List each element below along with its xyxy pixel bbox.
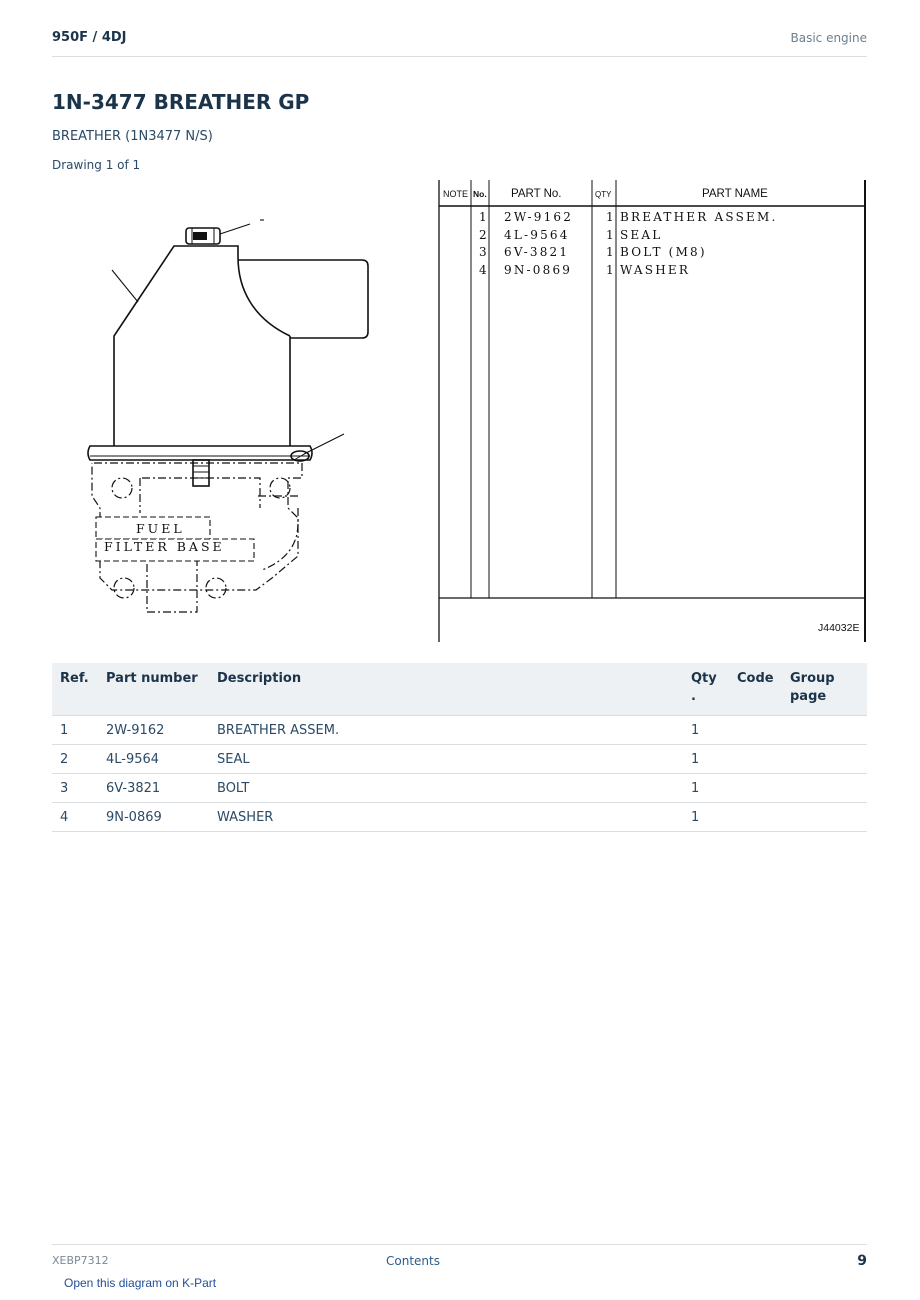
cell-group-page [782, 745, 867, 774]
page-subtitle: BREATHER (1N3477 N/S) [52, 129, 213, 144]
parts-table-header [52, 663, 867, 716]
cell-description: SEAL [209, 745, 683, 774]
cell-description: WASHER [209, 803, 683, 832]
page-number: 9 [857, 1253, 867, 1269]
drawing-row-part-no: 4L-9564 [504, 228, 570, 242]
drawing-row-no: 4 [479, 263, 489, 277]
drawing-row-part-no: 6V-3821 [504, 245, 570, 259]
page-header [52, 28, 867, 57]
model-label: 950F / 4DJ [52, 30, 127, 45]
drawing-table-row [479, 263, 690, 277]
cell-qty: 1 [683, 774, 729, 803]
cell-ref: 4 [52, 803, 98, 832]
table-row [52, 745, 867, 774]
drawing-table-row [479, 245, 707, 259]
cell-ref: 2 [52, 745, 98, 774]
parts-illustration [52, 178, 870, 644]
cell-qty: 1 [683, 803, 729, 832]
drawing-row-name: SEAL [620, 228, 663, 242]
col-header-group-page: Group page [782, 663, 867, 716]
col-header-code: Code [729, 663, 782, 716]
cell-group-page [782, 716, 867, 745]
cell-description: BREATHER ASSEM. [209, 716, 683, 745]
fuel-label: FUEL [136, 521, 185, 536]
drawing-header-part-no: PART No. [511, 188, 562, 200]
drawing-header-part-name: PART NAME [702, 188, 768, 200]
cell-qty: 1 [683, 716, 729, 745]
cell-ref: 1 [52, 716, 98, 745]
drawing-row-name: BOLT (M8) [620, 245, 707, 259]
parts-table [52, 663, 867, 832]
table-row [52, 716, 867, 745]
cell-group-page [782, 803, 867, 832]
illustration-code: J44032E [818, 622, 860, 634]
open-kpart-link[interactable]: Open this diagram on K-Part [64, 1276, 217, 1290]
breather-drawing [88, 228, 368, 486]
drawing-row-qty: 1 [606, 228, 616, 242]
cell-qty: 1 [683, 745, 729, 774]
table-row [52, 803, 867, 832]
drawing-row-no: 2 [479, 228, 489, 242]
drawing-header-qty: QTY [595, 190, 612, 199]
cell-description: BOLT [209, 774, 683, 803]
drawing-row-qty: 1 [606, 263, 616, 277]
col-header-description: Description [209, 663, 683, 716]
cell-part-number: 9N-0869 [98, 803, 209, 832]
cell-ref: 3 [52, 774, 98, 803]
page-footer [52, 1244, 867, 1275]
drawing-row-name: WASHER [620, 263, 691, 277]
drawing-row-part-no: 2W-9162 [504, 210, 574, 224]
filter-base-label: FILTER BASE [104, 539, 225, 554]
cell-code [729, 745, 782, 774]
cell-group-page [782, 774, 867, 803]
leader-lines [112, 220, 344, 454]
drawing-table-row [479, 228, 662, 242]
table-row [52, 774, 867, 803]
cell-part-number: 6V-3821 [98, 774, 209, 803]
drawing-header-no: No. [473, 189, 487, 199]
document-id: XEBP7312 [52, 1254, 109, 1267]
cell-code [729, 716, 782, 745]
cell-part-number: 4L-9564 [98, 745, 209, 774]
cell-code [729, 774, 782, 803]
drawing-row-no: 3 [479, 245, 489, 259]
drawing-row-qty: 1 [606, 245, 616, 259]
drawing-row-name: BREATHER ASSEM. [620, 210, 778, 224]
col-header-ref: Ref. [52, 663, 98, 716]
contents-link[interactable]: Contents [386, 1254, 440, 1268]
section-label: Basic engine [790, 31, 867, 45]
cell-code [729, 803, 782, 832]
cell-part-number: 2W-9162 [98, 716, 209, 745]
drawing-row-part-no: 9N-0869 [504, 263, 573, 277]
drawing-table-row [479, 210, 777, 224]
page-title: 1N-3477 BREATHER GP [52, 90, 310, 114]
drawing-row-qty: 1 [606, 210, 616, 224]
drawing-count: Drawing 1 of 1 [52, 158, 141, 172]
col-header-part-number: Part number [98, 663, 209, 716]
drawing-header-note: NOTE [443, 189, 469, 199]
col-header-qty: Qty . [683, 663, 729, 716]
drawing-row-no: 1 [479, 210, 489, 224]
